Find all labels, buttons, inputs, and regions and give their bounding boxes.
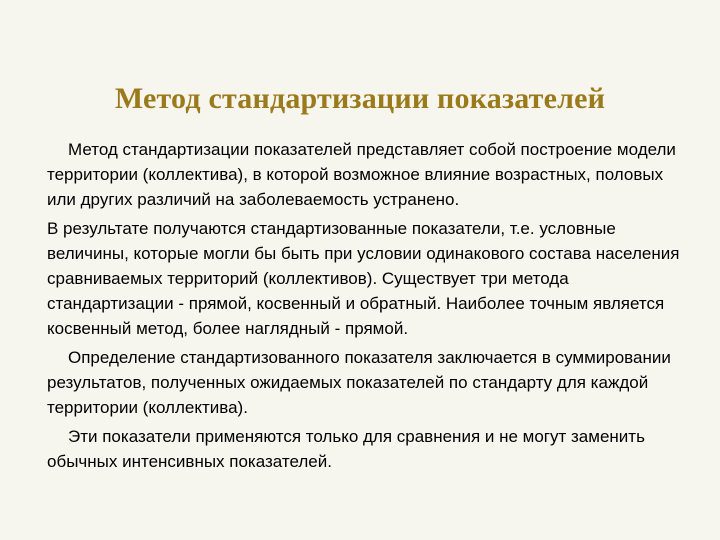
paragraph-result: В результате получаются стандартизованные показатели, т.е. условные величины, которые могли бы быть при условии одинакового состава населения сравниваемых территорий (коллективов). Существует три метода стандартизации - прямой, косвенный и обратный. Наиболее точным является косвенный метод, более наглядный - прямой.	[47, 219, 680, 338]
paragraph-definition: Метод стандартизации показателей представляет собой построение модели территории (коллектива), в которой возможное влияние возрастных, половых или других различий на заболеваемость устранено.	[47, 140, 676, 209]
slide-title: Метод стандартизации показателей	[114, 82, 606, 115]
paragraph-usage: Эти показатели применяются только для сравнения и не могут заменить обычных интенсивных показателей.	[47, 427, 645, 471]
slide-body	[47, 137, 695, 478]
paragraph-calculation: Определение стандартизованного показателя заключается в суммировании результатов, полученных ожидаемых показателей по стандарту для каждой территории (коллектива).	[47, 348, 671, 417]
